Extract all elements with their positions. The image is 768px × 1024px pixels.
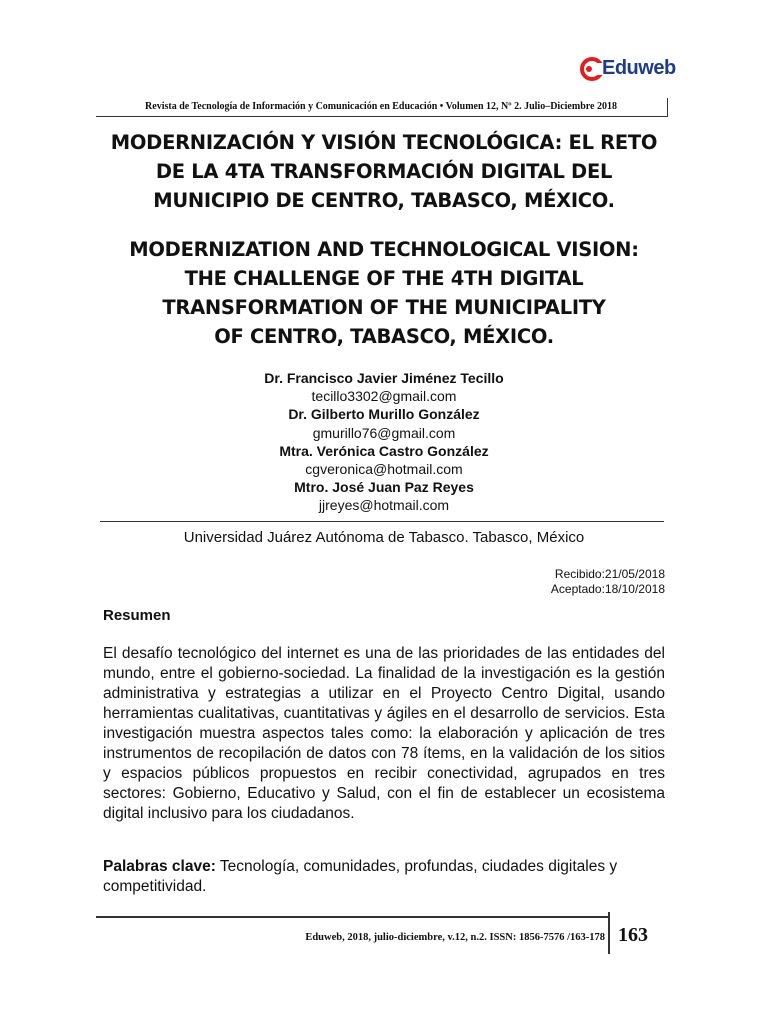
header-rule <box>96 116 668 117</box>
author-name: Mtra. Verónica Castro González <box>279 442 489 459</box>
journal-header: Revista de Tecnología de Información y Comunicación en Educación • Volumen 12, Nº 2. Julio–Diciembre 2018 <box>145 101 617 112</box>
author-list <box>100 369 668 515</box>
abstract-text: El desafío tecnológico del internet es una de las prioridades de las entidades del mundo, entre el gobierno-sociedad. La finalidad de la investigación es la gestión administrativa y estrategias a utilizar en el Proyecto Centro Digital, usando herramientas cualitativas, cuantitativas y ágiles en el desarrollo de servicios. Esta investigación muestra aspectos tales como: la elaboración y aplicación de tres instrumentos de recopilación de datos con 78 ítems, en la validación de los sitios y espacios públicos propuestos en recibir conectividad, agrupados en tres sectores: Gobierno, Educativo y Salud, con el fin de establecer un ecosistema digital inclusivo para los ciudadanos. <box>103 645 665 822</box>
title-line: MODERNIZACIÓN Y VISIÓN TECNOLÓGICA: EL RETO <box>110 131 658 154</box>
affiliation-rule <box>100 521 664 522</box>
author-email[interactable]: tecillo3302@gmail.com <box>311 388 457 405</box>
title-line: DE LA 4TA TRANSFORMACIÓN DIGITAL DEL <box>155 160 613 183</box>
keywords-text: Tecnología, comunidades, profundas, ciudades digitales y competitividad. <box>103 858 618 895</box>
footer-rule <box>96 916 608 918</box>
footer-citation: Eduweb, 2018, julio-diciembre, v.12, n.2. ISSN: 1856-7576 /163-178 <box>305 932 605 943</box>
author-name: Dr. Gilberto Murillo González <box>288 406 480 423</box>
author-name: Dr. Francisco Javier Jiménez Tecillo <box>264 370 504 386</box>
title-english <box>70 235 698 351</box>
title-line: OF CENTRO, TABASCO, MÉXICO. <box>214 325 554 348</box>
header-tick <box>667 98 668 117</box>
author-email[interactable]: jjreyes@hotmail.com <box>318 497 450 514</box>
author-name: Mtro. José Juan Paz Reyes <box>294 479 474 496</box>
eduweb-logo-text: Eduweb <box>602 57 676 79</box>
submission-dates <box>551 567 665 597</box>
footer-vertical-rule <box>608 912 610 954</box>
keywords <box>103 857 665 897</box>
title-line: MUNICIPIO DE CENTRO, TABASCO, MÉXICO. <box>153 189 615 212</box>
page-number: 163 <box>618 924 648 946</box>
title-line: THE CHALLENGE OF THE 4TH DIGITAL <box>184 267 584 290</box>
title-line: MODERNIZATION AND TECHNOLOGICAL VISION: <box>129 238 639 261</box>
author-email[interactable]: gmurillo76@gmail.com <box>312 424 456 441</box>
abstract-heading: Resumen <box>103 607 171 624</box>
affiliation: Universidad Juárez Autónoma de Tabasco. Tabasco, México <box>183 529 585 546</box>
title-line: TRANSFORMATION OF THE MUNICIPALITY <box>162 296 606 319</box>
title-spanish <box>70 128 698 215</box>
keywords-label: Palabras clave: <box>103 858 216 875</box>
author-email[interactable]: cgveronica@hotmail.com <box>305 461 463 478</box>
accepted-date: Aceptado:18/10/2018 <box>550 582 665 596</box>
eduweb-logo <box>580 54 675 86</box>
received-date: Recibido:21/05/2018 <box>554 567 665 581</box>
